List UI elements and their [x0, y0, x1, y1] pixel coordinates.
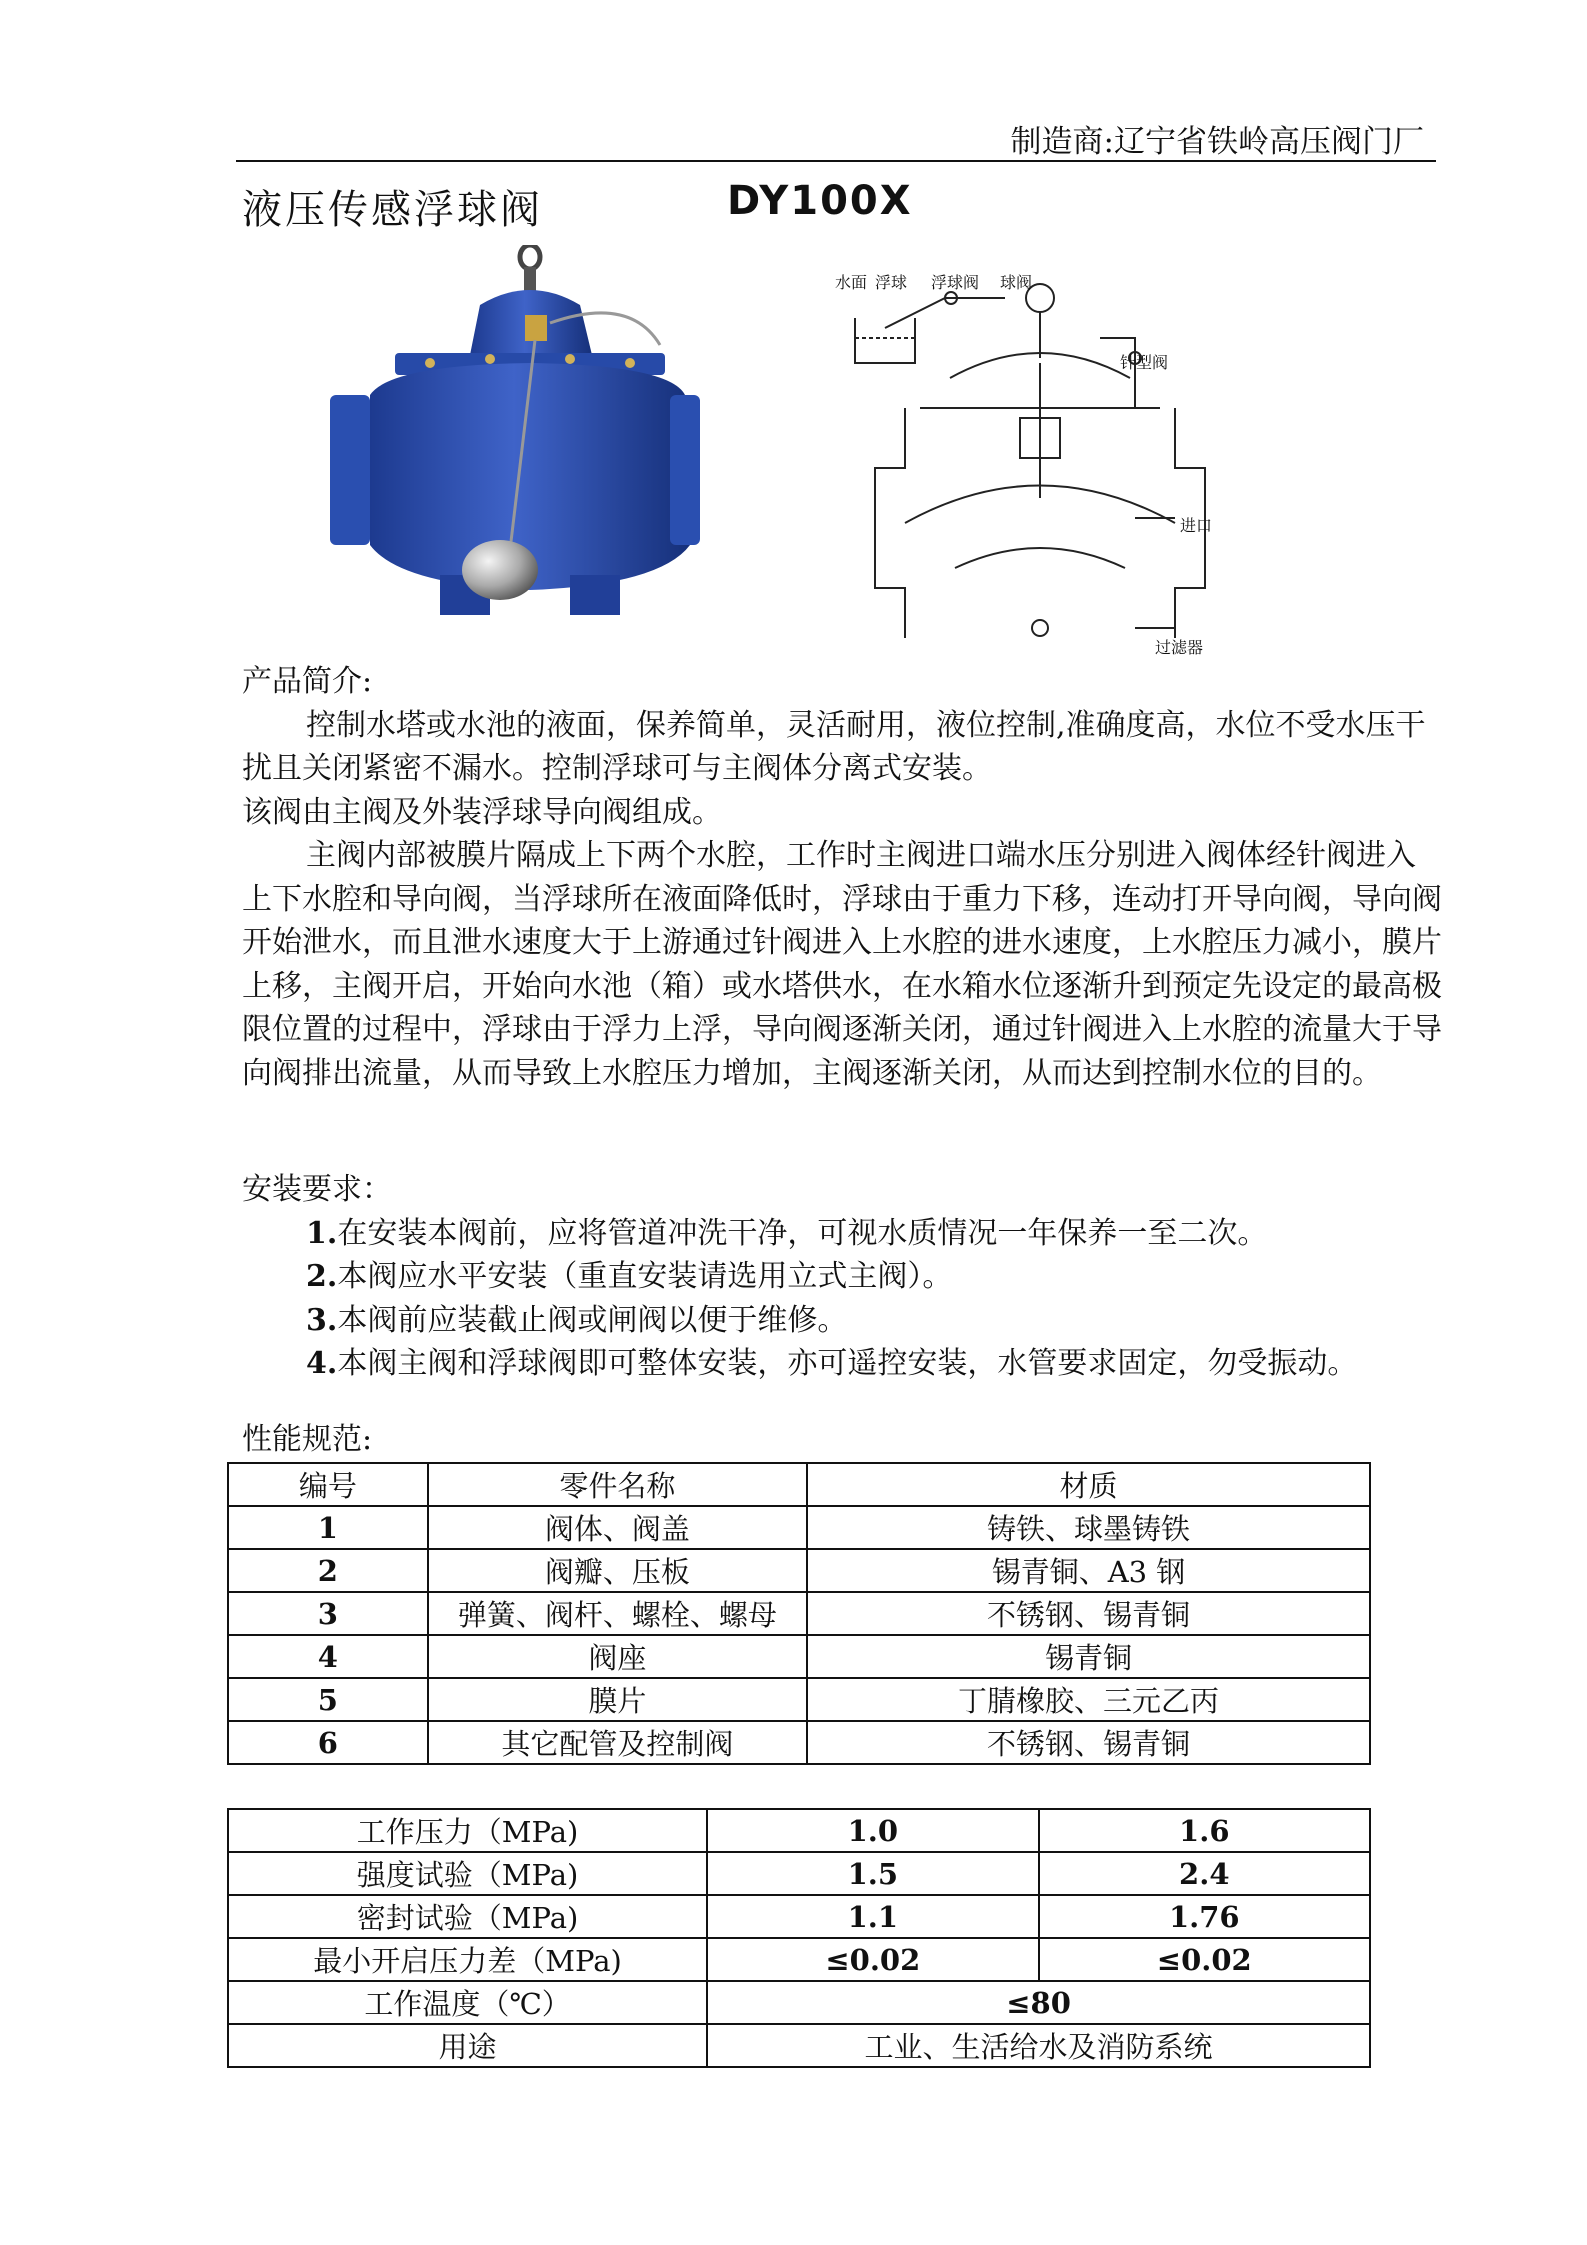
parts-table — [227, 1462, 1371, 1765]
install-item: 3.本阀前应装截止阀或闸阀以便于维修。 — [306, 1302, 848, 1338]
diagram-label-filter: 过滤器 — [1155, 638, 1204, 657]
valve-schematic — [835, 268, 1235, 668]
column-header: 编号 — [228, 1463, 428, 1506]
page-header — [236, 108, 1436, 162]
manufacturer-label: 制造商:辽宁省铁岭高压阀门厂 — [1010, 124, 1424, 160]
table-header-row — [228, 1463, 1370, 1506]
install-item: 1.在安装本阀前，应将管道冲洗干净，可视水质情况一年保养一至二次。 — [306, 1215, 1268, 1251]
table-row: 5 膜片 丁腈橡胶、三元乙丙 — [228, 1678, 1370, 1721]
performance-table — [227, 1808, 1371, 2068]
diagram-label-float-valve: 浮球阀 — [931, 273, 980, 292]
diagram-label-water-surface: 水面 — [835, 273, 868, 292]
table-row: 用途 工业、生活给水及消防系统 — [228, 2024, 1370, 2067]
intro-paragraph-3: 主阀内部被膜片隔成上下两个水腔，工作时主阀进口端水压分别进入阀体经针阀进入上下水腔和导向阀，当浮球所在液面降低时，浮球由于重力下移，连动打开导向阀，导向阀开始泄水，而且泄水速度大于上游通过针阀进入上水腔的进水速度，上水腔压力减小，膜片上移，主阀开启，开始向水池（箱）或水塔供水，在水箱水位逐渐升到预定先设定的最高极限位置的过程中，浮球由于浮力上浮，导向阀逐渐关闭，通过针阀进入上水腔的流量大于导向阀排出流量，从而导致上水腔压力增加，主阀逐渐关闭，从而达到控制水位的目的。 — [242, 838, 1442, 1091]
diagram-label-float: 浮球 — [875, 273, 908, 292]
column-header: 零件名称 — [428, 1463, 807, 1506]
product-name: 液压传感浮球阀 — [242, 187, 543, 233]
intro-paragraph-1: 控制水塔或水池的液面，保养简单，灵活耐用，液位控制,准确度高，水位不受水压干扰且关闭紧密不漏水。控制浮球可与主阀体分离式安装。 — [242, 707, 1426, 786]
install-item: 4.本阀主阀和浮球阀即可整体安装，亦可遥控安装，水管要求固定，勿受振动。 — [306, 1346, 1358, 1381]
intro-section — [242, 660, 1442, 1095]
product-title — [242, 178, 913, 235]
install-heading: 安装要求： — [242, 1172, 392, 1207]
column-header: 材质 — [807, 1463, 1370, 1506]
table-row: 工作压力（MPa) 1.0 1.6 — [228, 1809, 1370, 1852]
table-row: 3 弹簧、阀杆、螺栓、螺母 不锈钢、锡青铜 — [228, 1592, 1370, 1635]
valve-photo — [330, 245, 700, 645]
table-row: 4 阀座 锡青铜 — [228, 1635, 1370, 1678]
spec-heading: 性能规范: — [242, 1422, 373, 1457]
table-row: 1 阀体、阀盖 铸铁、球墨铸铁 — [228, 1506, 1370, 1549]
intro-paragraph-2: 该阀由主阀及外装浮球导向阀组成。 — [242, 794, 722, 830]
install-item: 2.本阀应水平安装（重直安装请选用立式主阀）。 — [306, 1259, 953, 1294]
diagram-label-inlet: 进口 — [1180, 516, 1213, 535]
install-section — [242, 1168, 1442, 1386]
intro-heading: 产品简介: — [242, 664, 373, 699]
table-row: 强度试验（MPa) 1.5 2.4 — [228, 1852, 1370, 1895]
product-model: DY100X — [727, 178, 913, 224]
diagram-label-ball-valve: 球阀 — [1000, 273, 1033, 292]
table-row: 密封试验（MPa) 1.1 1.76 — [228, 1895, 1370, 1938]
table-row: 6 其它配管及控制阀 不锈钢、锡青铜 — [228, 1721, 1370, 1764]
table-row: 最小开启压力差（MPa) ≤0.02 ≤0.02 — [228, 1938, 1370, 1981]
table-row: 2 阀瓣、压板 锡青铜、A3 钢 — [228, 1549, 1370, 1592]
diagram-label-needle-valve: 针型阀 — [1120, 353, 1169, 372]
table-row: 工作温度（℃） ≤80 — [228, 1981, 1370, 2024]
